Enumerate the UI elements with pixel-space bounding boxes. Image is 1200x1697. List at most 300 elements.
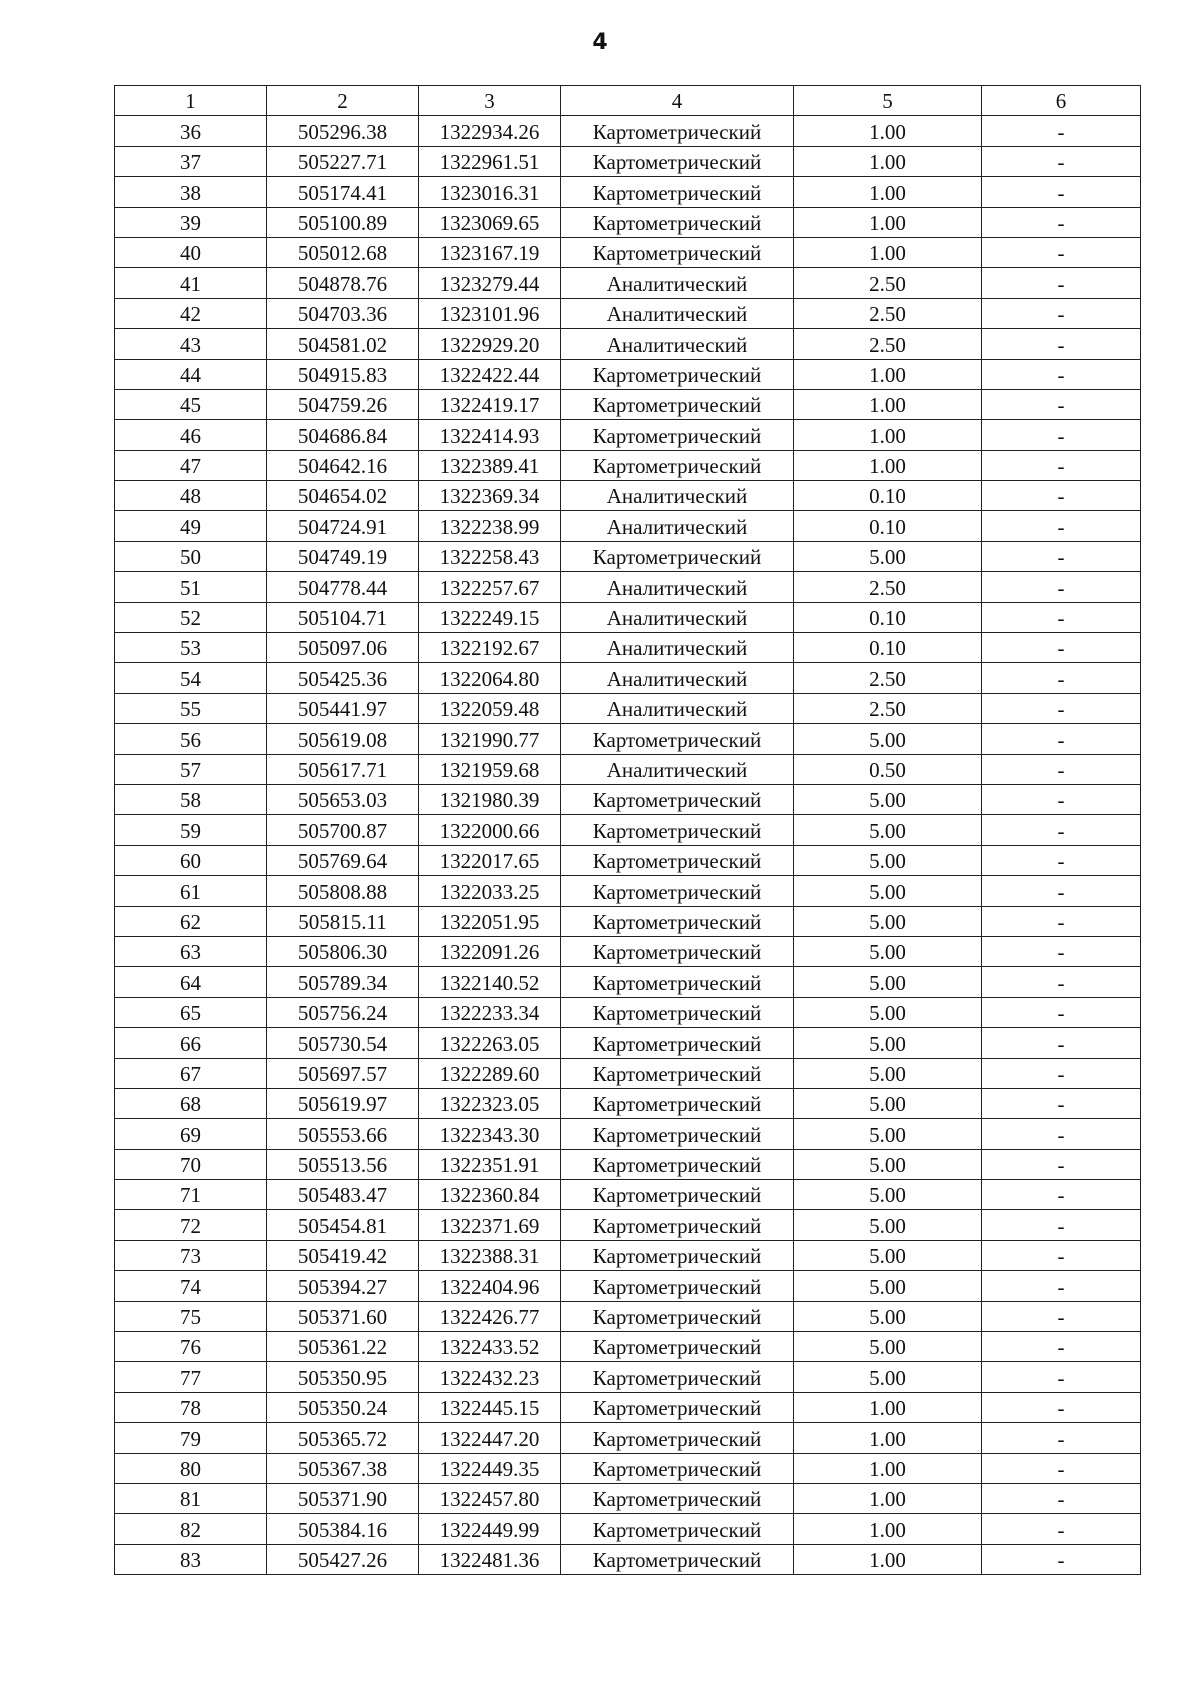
note-cell: - — [982, 997, 1141, 1027]
note-cell: - — [982, 1028, 1141, 1058]
table-row — [115, 876, 1141, 906]
table-row — [115, 116, 1141, 146]
note-cell: - — [982, 967, 1141, 997]
note-cell: - — [982, 1332, 1141, 1362]
x-coordinate-cell: 505365.72 — [267, 1423, 419, 1453]
table-row — [115, 1362, 1141, 1392]
method-cell: Картометрический — [561, 1332, 794, 1362]
table-row — [115, 1028, 1141, 1058]
point-number-cell: 43 — [115, 329, 267, 359]
point-number-cell: 55 — [115, 693, 267, 723]
accuracy-cell: 5.00 — [794, 1180, 982, 1210]
table-row — [115, 450, 1141, 480]
method-cell: Картометрический — [561, 1423, 794, 1453]
point-number-cell: 39 — [115, 207, 267, 237]
y-coordinate-cell: 1322388.31 — [419, 1240, 561, 1270]
table-row — [115, 1423, 1141, 1453]
x-coordinate-cell: 505808.88 — [267, 876, 419, 906]
accuracy-cell: 0.50 — [794, 754, 982, 784]
x-coordinate-cell: 505371.60 — [267, 1301, 419, 1331]
x-coordinate-cell: 505012.68 — [267, 237, 419, 267]
y-coordinate-cell: 1322233.34 — [419, 997, 561, 1027]
y-coordinate-cell: 1322404.96 — [419, 1271, 561, 1301]
note-cell: - — [982, 329, 1141, 359]
table-row — [115, 1483, 1141, 1513]
point-number-cell: 49 — [115, 511, 267, 541]
table-row — [115, 936, 1141, 966]
method-cell: Картометрический — [561, 906, 794, 936]
table-row — [115, 1210, 1141, 1240]
accuracy-cell: 1.00 — [794, 389, 982, 419]
table-row — [115, 1514, 1141, 1544]
note-cell: - — [982, 724, 1141, 754]
point-number-cell: 41 — [115, 268, 267, 298]
method-cell: Аналитический — [561, 693, 794, 723]
x-coordinate-cell: 505730.54 — [267, 1028, 419, 1058]
x-coordinate-cell: 505350.95 — [267, 1362, 419, 1392]
accuracy-cell: 2.50 — [794, 693, 982, 723]
y-coordinate-cell: 1322263.05 — [419, 1028, 561, 1058]
note-cell: - — [982, 177, 1141, 207]
note-cell: - — [982, 389, 1141, 419]
accuracy-cell: 5.00 — [794, 906, 982, 936]
x-coordinate-cell: 505384.16 — [267, 1514, 419, 1544]
accuracy-cell: 1.00 — [794, 420, 982, 450]
method-cell: Картометрический — [561, 146, 794, 176]
table-row — [115, 572, 1141, 602]
y-coordinate-cell: 1322419.17 — [419, 389, 561, 419]
table-row — [115, 967, 1141, 997]
header-cell: 1 — [115, 86, 267, 116]
method-cell: Картометрический — [561, 936, 794, 966]
accuracy-cell: 5.00 — [794, 1362, 982, 1392]
note-cell: - — [982, 1453, 1141, 1483]
x-coordinate-cell: 505617.71 — [267, 754, 419, 784]
note-cell: - — [982, 784, 1141, 814]
accuracy-cell: 1.00 — [794, 116, 982, 146]
table-row — [115, 784, 1141, 814]
method-cell: Картометрический — [561, 1240, 794, 1270]
point-number-cell: 79 — [115, 1423, 267, 1453]
point-number-cell: 36 — [115, 116, 267, 146]
point-number-cell: 44 — [115, 359, 267, 389]
accuracy-cell: 5.00 — [794, 876, 982, 906]
x-coordinate-cell: 505756.24 — [267, 997, 419, 1027]
accuracy-cell: 1.00 — [794, 1392, 982, 1422]
point-number-cell: 72 — [115, 1210, 267, 1240]
point-number-cell: 69 — [115, 1119, 267, 1149]
method-cell: Картометрический — [561, 815, 794, 845]
accuracy-cell: 5.00 — [794, 724, 982, 754]
x-coordinate-cell: 505553.66 — [267, 1119, 419, 1149]
note-cell: - — [982, 1058, 1141, 1088]
accuracy-cell: 5.00 — [794, 967, 982, 997]
note-cell: - — [982, 541, 1141, 571]
method-cell: Картометрический — [561, 1119, 794, 1149]
x-coordinate-cell: 505227.71 — [267, 146, 419, 176]
x-coordinate-cell: 505427.26 — [267, 1544, 419, 1574]
method-cell: Картометрический — [561, 1058, 794, 1088]
table-row — [115, 1088, 1141, 1118]
point-number-cell: 61 — [115, 876, 267, 906]
table-row — [115, 237, 1141, 267]
point-number-cell: 70 — [115, 1149, 267, 1179]
accuracy-cell: 5.00 — [794, 1088, 982, 1118]
coordinates-table — [114, 85, 1141, 1575]
method-cell: Аналитический — [561, 572, 794, 602]
accuracy-cell: 5.00 — [794, 1028, 982, 1058]
note-cell: - — [982, 602, 1141, 632]
x-coordinate-cell: 505425.36 — [267, 663, 419, 693]
x-coordinate-cell: 504749.19 — [267, 541, 419, 571]
point-number-cell: 71 — [115, 1180, 267, 1210]
table-body — [115, 116, 1141, 1575]
table-row — [115, 724, 1141, 754]
y-coordinate-cell: 1322091.26 — [419, 936, 561, 966]
table-row — [115, 1240, 1141, 1270]
point-number-cell: 82 — [115, 1514, 267, 1544]
table-row — [115, 268, 1141, 298]
note-cell: - — [982, 936, 1141, 966]
method-cell: Картометрический — [561, 1149, 794, 1179]
y-coordinate-cell: 1322351.91 — [419, 1149, 561, 1179]
table-row — [115, 146, 1141, 176]
table-row — [115, 845, 1141, 875]
method-cell: Картометрический — [561, 450, 794, 480]
note-cell: - — [982, 906, 1141, 936]
x-coordinate-cell: 504724.91 — [267, 511, 419, 541]
table-row — [115, 1271, 1141, 1301]
method-cell: Аналитический — [561, 602, 794, 632]
method-cell: Картометрический — [561, 1392, 794, 1422]
point-number-cell: 59 — [115, 815, 267, 845]
point-number-cell: 73 — [115, 1240, 267, 1270]
point-number-cell: 60 — [115, 845, 267, 875]
x-coordinate-cell: 505619.08 — [267, 724, 419, 754]
x-coordinate-cell: 504703.36 — [267, 298, 419, 328]
x-coordinate-cell: 505104.71 — [267, 602, 419, 632]
note-cell: - — [982, 146, 1141, 176]
y-coordinate-cell: 1322033.25 — [419, 876, 561, 906]
point-number-cell: 54 — [115, 663, 267, 693]
method-cell: Картометрический — [561, 237, 794, 267]
table-row — [115, 754, 1141, 784]
y-coordinate-cell: 1322051.95 — [419, 906, 561, 936]
point-number-cell: 74 — [115, 1271, 267, 1301]
point-number-cell: 51 — [115, 572, 267, 602]
y-coordinate-cell: 1322000.66 — [419, 815, 561, 845]
x-coordinate-cell: 505441.97 — [267, 693, 419, 723]
x-coordinate-cell: 504686.84 — [267, 420, 419, 450]
accuracy-cell: 0.10 — [794, 633, 982, 663]
x-coordinate-cell: 505700.87 — [267, 815, 419, 845]
accuracy-cell: 5.00 — [794, 997, 982, 1027]
y-coordinate-cell: 1323279.44 — [419, 268, 561, 298]
method-cell: Картометрический — [561, 1301, 794, 1331]
table-row — [115, 511, 1141, 541]
y-coordinate-cell: 1322360.84 — [419, 1180, 561, 1210]
x-coordinate-cell: 505394.27 — [267, 1271, 419, 1301]
x-coordinate-cell: 505483.47 — [267, 1180, 419, 1210]
note-cell: - — [982, 450, 1141, 480]
method-cell: Картометрический — [561, 359, 794, 389]
method-cell: Картометрический — [561, 1544, 794, 1574]
accuracy-cell: 1.00 — [794, 1483, 982, 1513]
y-coordinate-cell: 1322343.30 — [419, 1119, 561, 1149]
y-coordinate-cell: 1323101.96 — [419, 298, 561, 328]
y-coordinate-cell: 1322389.41 — [419, 450, 561, 480]
x-coordinate-cell: 505419.42 — [267, 1240, 419, 1270]
accuracy-cell: 1.00 — [794, 207, 982, 237]
x-coordinate-cell: 505513.56 — [267, 1149, 419, 1179]
point-number-cell: 81 — [115, 1483, 267, 1513]
header-cell: 5 — [794, 86, 982, 116]
x-coordinate-cell: 505367.38 — [267, 1453, 419, 1483]
accuracy-cell: 1.00 — [794, 237, 982, 267]
x-coordinate-cell: 505296.38 — [267, 116, 419, 146]
y-coordinate-cell: 1322192.67 — [419, 633, 561, 663]
x-coordinate-cell: 505454.81 — [267, 1210, 419, 1240]
table-row — [115, 1180, 1141, 1210]
table-row — [115, 359, 1141, 389]
y-coordinate-cell: 1323069.65 — [419, 207, 561, 237]
method-cell: Аналитический — [561, 268, 794, 298]
accuracy-cell: 2.50 — [794, 329, 982, 359]
note-cell: - — [982, 693, 1141, 723]
method-cell: Картометрический — [561, 1271, 794, 1301]
point-number-cell: 75 — [115, 1301, 267, 1331]
point-number-cell: 62 — [115, 906, 267, 936]
method-cell: Картометрический — [561, 541, 794, 571]
accuracy-cell: 2.50 — [794, 298, 982, 328]
y-coordinate-cell: 1322414.93 — [419, 420, 561, 450]
table-row — [115, 602, 1141, 632]
accuracy-cell: 5.00 — [794, 936, 982, 966]
point-number-cell: 52 — [115, 602, 267, 632]
method-cell: Аналитический — [561, 329, 794, 359]
x-coordinate-cell: 505806.30 — [267, 936, 419, 966]
note-cell: - — [982, 298, 1141, 328]
note-cell: - — [982, 1544, 1141, 1574]
method-cell: Картометрический — [561, 1210, 794, 1240]
y-coordinate-cell: 1323016.31 — [419, 177, 561, 207]
header-cell: 2 — [267, 86, 419, 116]
method-cell: Аналитический — [561, 298, 794, 328]
x-coordinate-cell: 505815.11 — [267, 906, 419, 936]
point-number-cell: 53 — [115, 633, 267, 663]
method-cell: Картометрический — [561, 1088, 794, 1118]
y-coordinate-cell: 1323167.19 — [419, 237, 561, 267]
y-coordinate-cell: 1322289.60 — [419, 1058, 561, 1088]
point-number-cell: 63 — [115, 936, 267, 966]
note-cell: - — [982, 237, 1141, 267]
accuracy-cell: 0.10 — [794, 602, 982, 632]
point-number-cell: 47 — [115, 450, 267, 480]
table-header-row — [115, 86, 1141, 116]
note-cell: - — [982, 876, 1141, 906]
y-coordinate-cell: 1322257.67 — [419, 572, 561, 602]
table-row — [115, 1149, 1141, 1179]
accuracy-cell: 1.00 — [794, 359, 982, 389]
note-cell: - — [982, 1362, 1141, 1392]
y-coordinate-cell: 1322422.44 — [419, 359, 561, 389]
method-cell: Картометрический — [561, 207, 794, 237]
point-number-cell: 58 — [115, 784, 267, 814]
x-coordinate-cell: 505174.41 — [267, 177, 419, 207]
table-row — [115, 481, 1141, 511]
accuracy-cell: 5.00 — [794, 1301, 982, 1331]
x-coordinate-cell: 504759.26 — [267, 389, 419, 419]
x-coordinate-cell: 504915.83 — [267, 359, 419, 389]
accuracy-cell: 5.00 — [794, 1240, 982, 1270]
y-coordinate-cell: 1322140.52 — [419, 967, 561, 997]
point-number-cell: 40 — [115, 237, 267, 267]
table-row — [115, 1058, 1141, 1088]
note-cell: - — [982, 1119, 1141, 1149]
method-cell: Аналитический — [561, 481, 794, 511]
accuracy-cell: 1.00 — [794, 146, 982, 176]
x-coordinate-cell: 505769.64 — [267, 845, 419, 875]
accuracy-cell: 1.00 — [794, 1514, 982, 1544]
accuracy-cell: 1.00 — [794, 1544, 982, 1574]
point-number-cell: 77 — [115, 1362, 267, 1392]
method-cell: Картометрический — [561, 420, 794, 450]
accuracy-cell: 5.00 — [794, 541, 982, 571]
table-row — [115, 906, 1141, 936]
accuracy-cell: 0.10 — [794, 511, 982, 541]
method-cell: Картометрический — [561, 1180, 794, 1210]
accuracy-cell: 5.00 — [794, 815, 982, 845]
x-coordinate-cell: 505653.03 — [267, 784, 419, 814]
point-number-cell: 66 — [115, 1028, 267, 1058]
table-row — [115, 693, 1141, 723]
table-row — [115, 298, 1141, 328]
x-coordinate-cell: 505371.90 — [267, 1483, 419, 1513]
y-coordinate-cell: 1322258.43 — [419, 541, 561, 571]
accuracy-cell: 1.00 — [794, 1423, 982, 1453]
accuracy-cell: 1.00 — [794, 450, 982, 480]
note-cell: - — [982, 1149, 1141, 1179]
y-coordinate-cell: 1322059.48 — [419, 693, 561, 723]
method-cell: Картометрический — [561, 1028, 794, 1058]
point-number-cell: 64 — [115, 967, 267, 997]
x-coordinate-cell: 504878.76 — [267, 268, 419, 298]
y-coordinate-cell: 1321990.77 — [419, 724, 561, 754]
table-row — [115, 389, 1141, 419]
header-cell: 6 — [982, 86, 1141, 116]
point-number-cell: 76 — [115, 1332, 267, 1362]
note-cell: - — [982, 754, 1141, 784]
x-coordinate-cell: 504778.44 — [267, 572, 419, 602]
y-coordinate-cell: 1322457.80 — [419, 1483, 561, 1513]
table-row — [115, 1392, 1141, 1422]
accuracy-cell: 1.00 — [794, 1453, 982, 1483]
y-coordinate-cell: 1322449.35 — [419, 1453, 561, 1483]
note-cell: - — [982, 1240, 1141, 1270]
accuracy-cell: 5.00 — [794, 784, 982, 814]
point-number-cell: 48 — [115, 481, 267, 511]
y-coordinate-cell: 1322481.36 — [419, 1544, 561, 1574]
y-coordinate-cell: 1322017.65 — [419, 845, 561, 875]
table-row — [115, 541, 1141, 571]
note-cell: - — [982, 1392, 1141, 1422]
table-row — [115, 997, 1141, 1027]
point-number-cell: 78 — [115, 1392, 267, 1422]
x-coordinate-cell: 505100.89 — [267, 207, 419, 237]
x-coordinate-cell: 505697.57 — [267, 1058, 419, 1088]
point-number-cell: 80 — [115, 1453, 267, 1483]
accuracy-cell: 2.50 — [794, 663, 982, 693]
note-cell: - — [982, 1483, 1141, 1513]
method-cell: Аналитический — [561, 633, 794, 663]
accuracy-cell: 5.00 — [794, 1271, 982, 1301]
table-row — [115, 815, 1141, 845]
y-coordinate-cell: 1322426.77 — [419, 1301, 561, 1331]
accuracy-cell: 5.00 — [794, 1149, 982, 1179]
note-cell: - — [982, 845, 1141, 875]
y-coordinate-cell: 1322064.80 — [419, 663, 561, 693]
note-cell: - — [982, 116, 1141, 146]
y-coordinate-cell: 1322961.51 — [419, 146, 561, 176]
x-coordinate-cell: 504642.16 — [267, 450, 419, 480]
point-number-cell: 38 — [115, 177, 267, 207]
method-cell: Картометрический — [561, 116, 794, 146]
table-row — [115, 1119, 1141, 1149]
point-number-cell: 83 — [115, 1544, 267, 1574]
note-cell: - — [982, 511, 1141, 541]
point-number-cell: 67 — [115, 1058, 267, 1088]
accuracy-cell: 0.10 — [794, 481, 982, 511]
table-row — [115, 633, 1141, 663]
x-coordinate-cell: 505789.34 — [267, 967, 419, 997]
method-cell: Картометрический — [561, 876, 794, 906]
header-cell: 3 — [419, 86, 561, 116]
table-row — [115, 1544, 1141, 1574]
point-number-cell: 68 — [115, 1088, 267, 1118]
x-coordinate-cell: 505350.24 — [267, 1392, 419, 1422]
x-coordinate-cell: 504581.02 — [267, 329, 419, 359]
table-row — [115, 207, 1141, 237]
accuracy-cell: 5.00 — [794, 1119, 982, 1149]
method-cell: Аналитический — [561, 511, 794, 541]
y-coordinate-cell: 1322238.99 — [419, 511, 561, 541]
table-row — [115, 663, 1141, 693]
note-cell: - — [982, 1088, 1141, 1118]
note-cell: - — [982, 1180, 1141, 1210]
note-cell: - — [982, 1210, 1141, 1240]
method-cell: Аналитический — [561, 754, 794, 784]
table-row — [115, 420, 1141, 450]
note-cell: - — [982, 663, 1141, 693]
y-coordinate-cell: 1321959.68 — [419, 754, 561, 784]
point-number-cell: 37 — [115, 146, 267, 176]
y-coordinate-cell: 1322929.20 — [419, 329, 561, 359]
method-cell: Картометрический — [561, 389, 794, 419]
note-cell: - — [982, 207, 1141, 237]
method-cell: Картометрический — [561, 1453, 794, 1483]
y-coordinate-cell: 1322934.26 — [419, 116, 561, 146]
note-cell: - — [982, 359, 1141, 389]
method-cell: Картометрический — [561, 967, 794, 997]
method-cell: Картометрический — [561, 1362, 794, 1392]
note-cell: - — [982, 481, 1141, 511]
note-cell: - — [982, 1514, 1141, 1544]
accuracy-cell: 5.00 — [794, 845, 982, 875]
note-cell: - — [982, 633, 1141, 663]
accuracy-cell: 1.00 — [794, 177, 982, 207]
point-number-cell: 42 — [115, 298, 267, 328]
method-cell: Картометрический — [561, 845, 794, 875]
